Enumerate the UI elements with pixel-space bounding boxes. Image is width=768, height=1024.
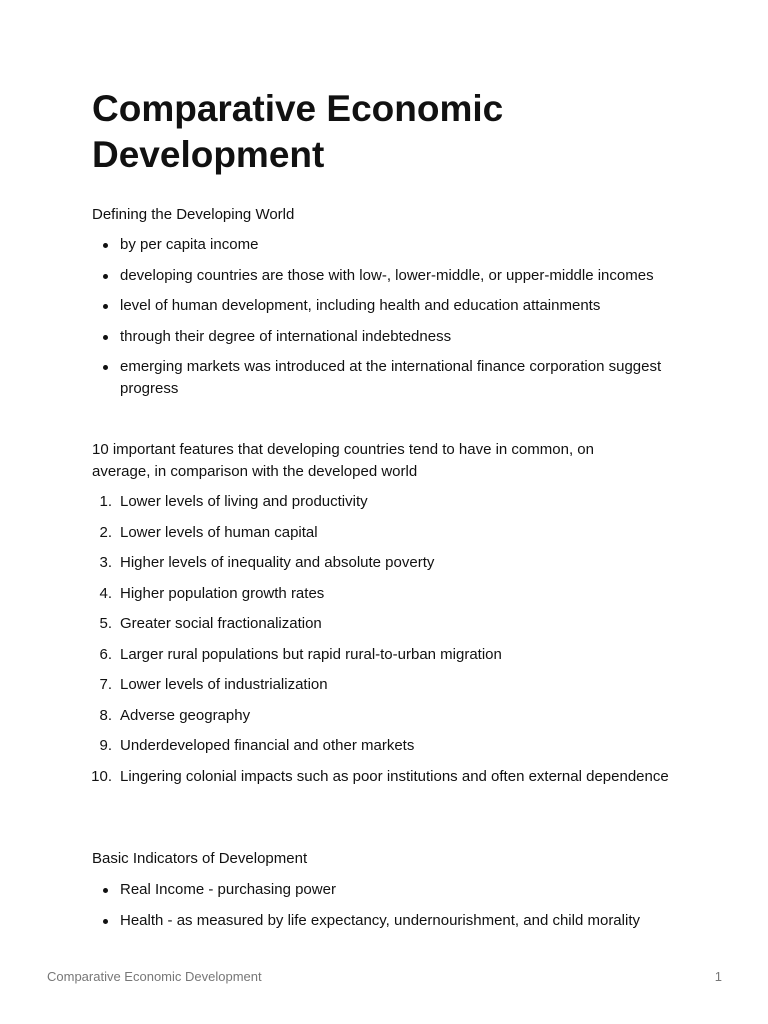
list-item <box>99 552 680 574</box>
list-item <box>99 522 680 544</box>
list-item <box>99 583 680 605</box>
list-item <box>99 491 680 513</box>
list-item-text: Adverse geography <box>120 706 251 724</box>
list-item <box>99 613 680 635</box>
list-number: 2. <box>99 523 112 541</box>
list-number: 4. <box>99 584 112 602</box>
list-item <box>91 766 680 788</box>
list-item: by per capita income <box>120 234 680 256</box>
list-item: Real Income - purchasing power <box>120 879 680 901</box>
list-item <box>99 735 680 757</box>
section-heading-features: 10 important features that developing countries tend to have in common, on average, in comparison with the developed world <box>92 441 594 480</box>
defining-bullet-list <box>120 234 680 409</box>
list-item: Health - as measured by life expectancy, undernourishment, and child morality <box>120 910 680 932</box>
list-item: developing countries are those with low-, lower-middle, or upper-middle incomes <box>120 265 680 287</box>
list-number: 1. <box>99 493 112 510</box>
features-numbered-list <box>91 491 680 796</box>
list-item-text: Higher levels of inequality and absolute poverty <box>120 554 435 571</box>
list-number: 3. <box>99 554 112 571</box>
footer-page-number: 1 <box>714 969 722 984</box>
indicators-bullet-list <box>120 879 680 940</box>
list-item: emerging markets was introduced at the international finance corporation suggest progress <box>120 356 680 400</box>
list-item <box>99 674 680 696</box>
list-item-text: Higher population growth rates <box>120 584 325 602</box>
section-heading-defining: Defining the Developing World <box>92 206 295 223</box>
list-number: 9. <box>99 737 112 754</box>
list-number: 8. <box>99 706 112 724</box>
list-number: 10. <box>91 767 112 785</box>
list-item: level of human development, including health and education attainments <box>120 295 680 317</box>
list-item <box>99 705 680 727</box>
page-title: Comparative Economic Development <box>92 88 504 175</box>
list-number: 7. <box>99 676 112 693</box>
list-item <box>99 644 680 666</box>
list-number: 5. <box>99 615 112 632</box>
list-item-text: Underdeveloped financial and other markets <box>120 737 415 754</box>
list-item-text: Lower levels of human capital <box>120 523 318 541</box>
section-heading-indicators: Basic Indicators of Development <box>92 850 308 867</box>
list-item-text: Lower levels of living and productivity <box>120 493 368 510</box>
list-item-text: Lingering colonial impacts such as poor institutions and often external dependence <box>120 767 669 785</box>
list-number: 6. <box>99 645 112 663</box>
list-item: through their degree of international indebtedness <box>120 326 680 348</box>
list-item-text: Greater social fractionalization <box>120 615 322 632</box>
list-item-text: Larger rural populations but rapid rural-to-urban migration <box>120 645 502 663</box>
footer-document-title: Comparative Economic Development <box>47 969 262 984</box>
list-item-text: Lower levels of industrialization <box>120 676 328 693</box>
